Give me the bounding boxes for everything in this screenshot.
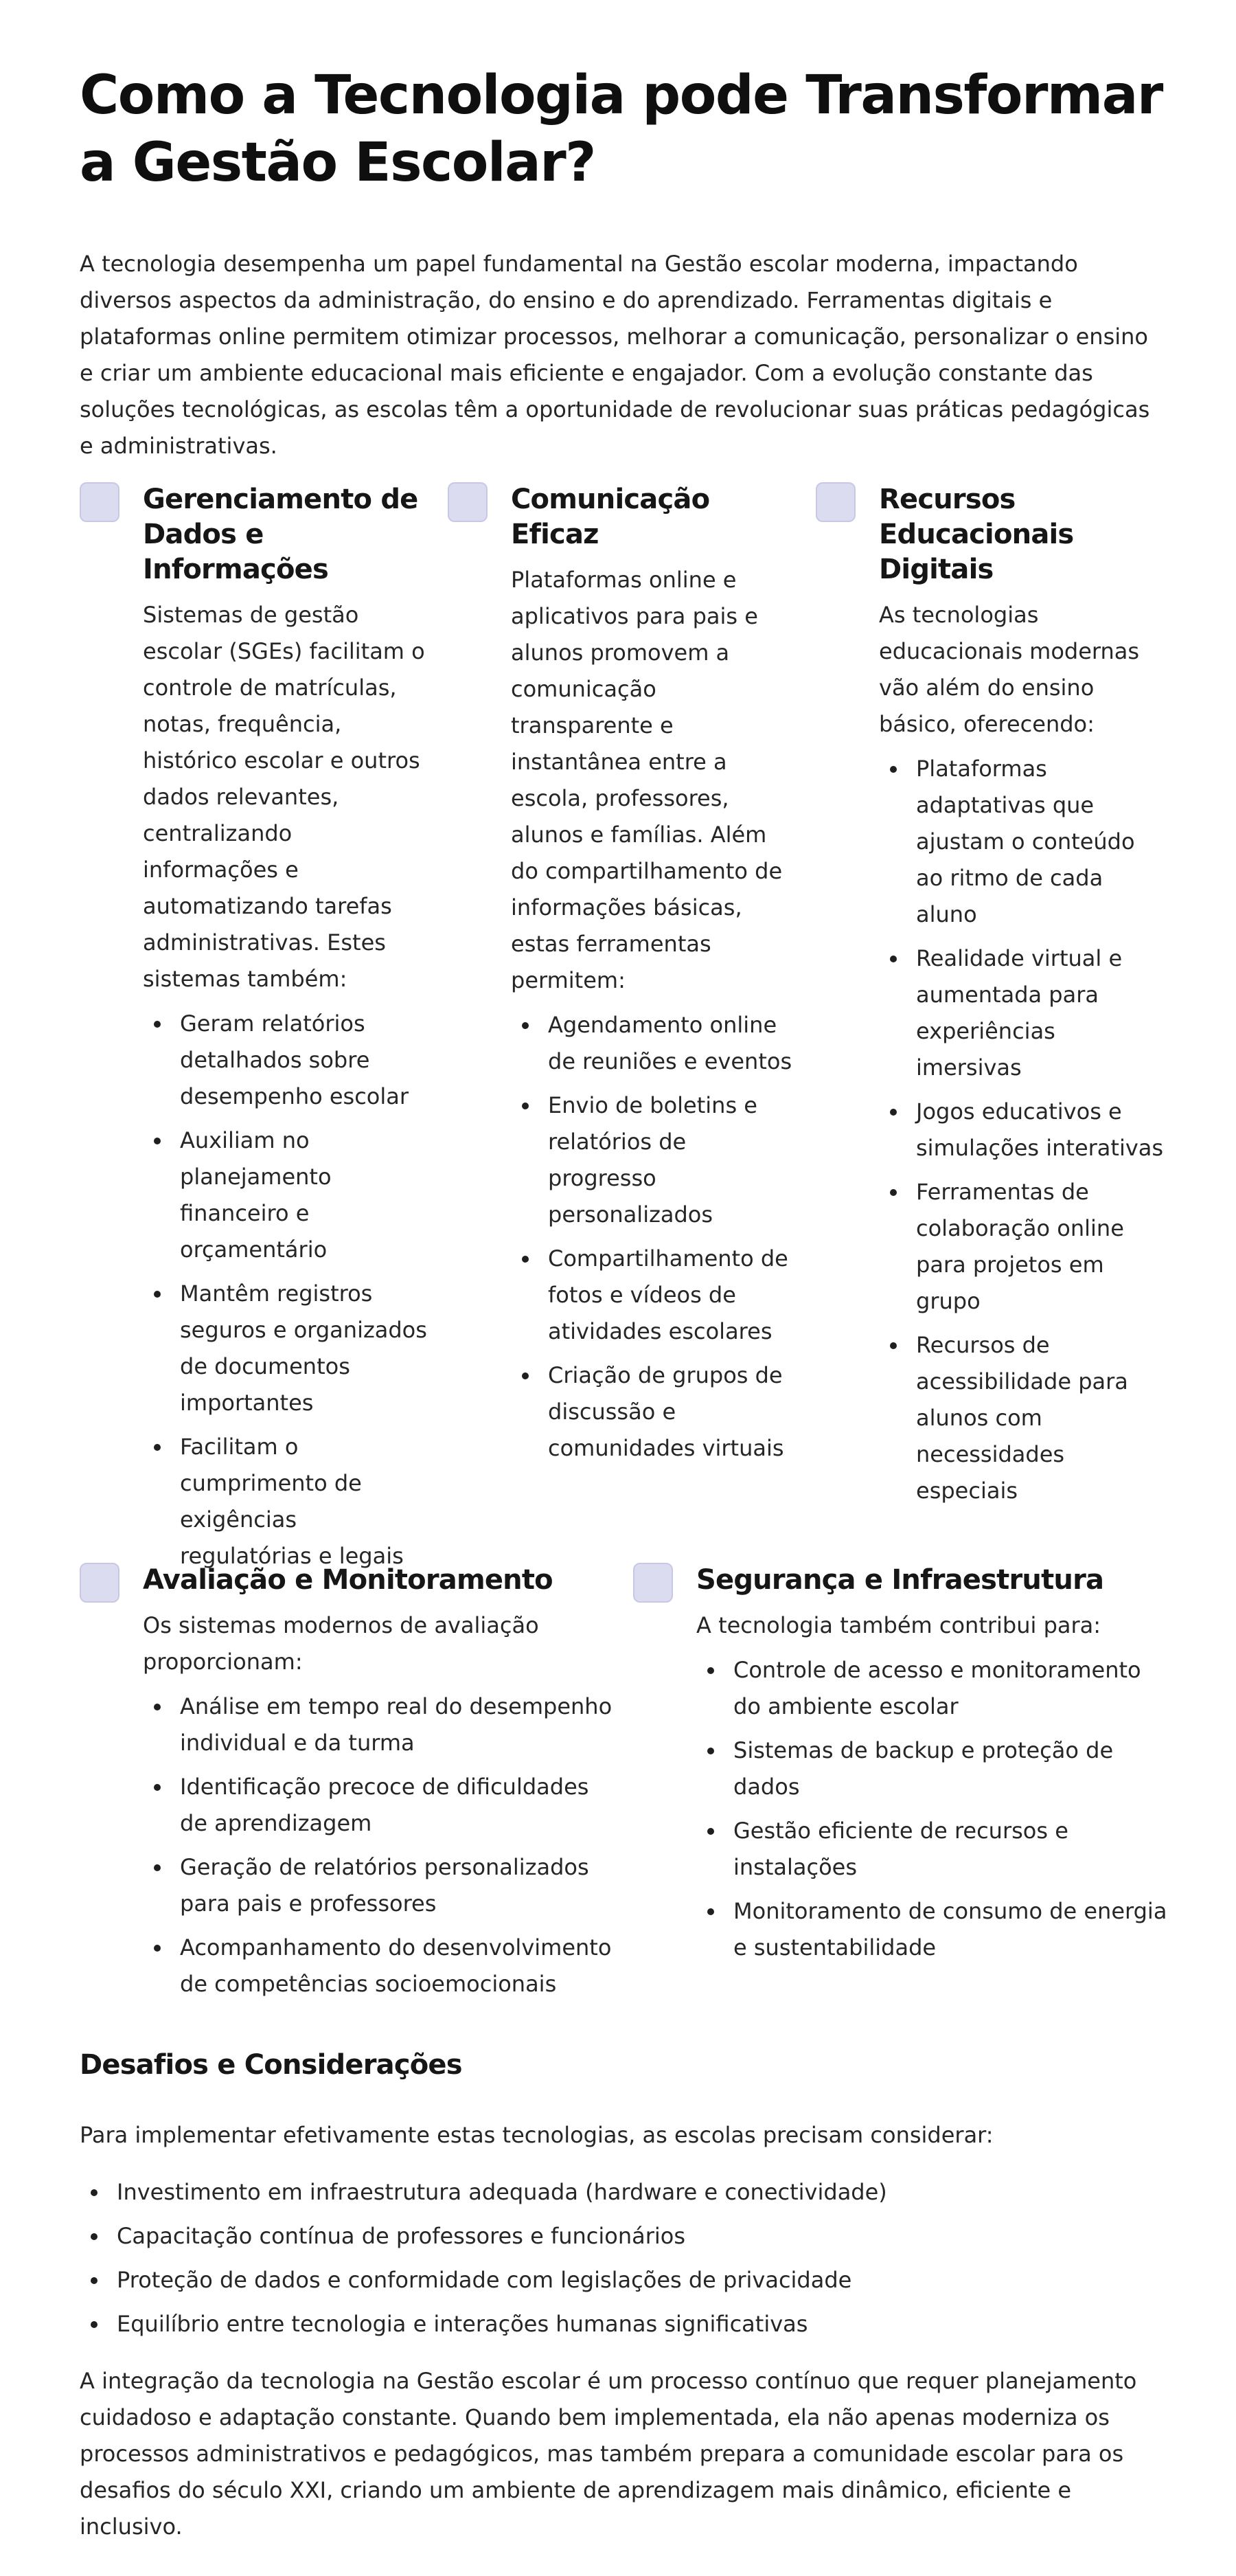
feature-description: A tecnologia também contribui para: [696, 1612, 1101, 1638]
list-item: Controle de acesso e monitoramento do ambiente escolar [696, 1652, 1169, 1725]
feature-description: Os sistemas modernos de avaliação proporcionam: [143, 1612, 539, 1675]
list-item: Realidade virtual e aumentada para experiências imersivas [879, 940, 1166, 1086]
feature-title: Avaliação e Monitoramento [143, 1564, 553, 1596]
list-item: Investimento em infraestrutura adequada (hardware e conectividade) [80, 2174, 1156, 2211]
feature-list [511, 1007, 798, 1467]
feature-title: Comunicação Eficaz [511, 484, 710, 550]
list-item: Proteção de dados e conformidade com legislações de privacidade [80, 2262, 1156, 2298]
list-item: Sistemas de backup e proteção de dados [696, 1732, 1169, 1805]
list-item: Plataformas adaptativas que ajustam o conteúdo ao ritmo de cada aluno [879, 751, 1166, 933]
list-item: Facilitam o cumprimento de exigências regulatórias e legais [143, 1429, 430, 1574]
list-item: Recursos de acessibilidade para alunos com necessidades especiais [879, 1327, 1166, 1509]
list-item: Compartilhamento de fotos e vídeos de atividades escolares [511, 1241, 798, 1350]
feature-title: Segurança e Infraestrutura [696, 1564, 1104, 1596]
list-item: Acompanhamento do desenvolvimento de competências socioemocionais [143, 1930, 615, 2002]
feature-digital-resources [816, 482, 1166, 1509]
feature-list [696, 1652, 1169, 1966]
list-item: Jogos educativos e simulações interativas [879, 1094, 1166, 1166]
feature-title: Gerenciamento de Dados e Informações [143, 484, 418, 585]
feature-assessment [80, 1563, 615, 2002]
list-item: Capacitação contínua de professores e funcionários [80, 2218, 1156, 2255]
list-item: Geram relatórios detalhados sobre desempenho escolar [143, 1006, 430, 1115]
square-icon [80, 1563, 119, 1603]
feature-title: Recursos Educacionais Digitais [879, 484, 1074, 585]
page-title: Como a Tecnologia pode Transformar a Gestão Escolar? [80, 65, 1163, 194]
challenges-section [80, 2047, 1156, 2545]
list-item: Geração de relatórios personalizados para pais e professores [143, 1849, 615, 1922]
feature-communication [448, 482, 798, 1467]
list-item: Auxiliam no planejamento financeiro e orçamentário [143, 1122, 430, 1268]
list-item: Mantêm registros seguros e organizados de documentos importantes [143, 1276, 430, 1421]
list-item: Equilíbrio entre tecnologia e interações humanas significativas [80, 2306, 1156, 2342]
feature-description: As tecnologias educacionais modernas vão além do ensino básico, oferecendo: [879, 602, 1140, 737]
list-item: Agendamento online de reuniões e eventos [511, 1007, 798, 1080]
intro-paragraph: A tecnologia desempenha um papel fundamental na Gestão escolar moderna, impactando diversos aspectos da administração, do ensino e do aprendizado. Ferramentas digitais e plataformas online permitem otimizar processos, melhorar a comunicação, personalizar o ensino e criar um ambiente educacional mais eficiente e engajador. Com a evolução constante das soluções tecnológicas, as escolas têm a oportunidade de revolucionar suas práticas pedagógicas e administrativas. [80, 251, 1150, 459]
closing-paragraph: A integração da tecnologia na Gestão escolar é um processo contínuo que requer planejamento cuidadoso e adaptação constante. Quando bem implementada, ela não apenas moderniza os processos administrativos e pedagógicos, mas também prepara a comunidade escolar para os desafios do século XXI, criando um ambiente de aprendizagem mais dinâmico, eficiente e inclusivo. [80, 2368, 1137, 2540]
list-item: Identificação precoce de dificuldades de aprendizagem [143, 1769, 615, 1842]
feature-description: Sistemas de gestão escolar (SGEs) facilitam o controle de matrículas, notas, frequência, histórico escolar e outros dados relevantes, centralizando informações e automatizando tarefas administrativas. Estes sistemas também: [143, 602, 425, 992]
list-item: Monitoramento de consumo de energia e sustentabilidade [696, 1893, 1169, 1966]
feature-list [143, 1006, 430, 1574]
section-title: Desafios e Considerações [80, 2049, 462, 2081]
list-item: Análise em tempo real do desempenho individual e da turma [143, 1688, 615, 1761]
square-icon [633, 1563, 673, 1603]
square-icon [448, 482, 488, 522]
list-item: Ferramentas de colaboração online para projetos em grupo [879, 1174, 1166, 1320]
feature-description: Plataformas online e aplicativos para pais e alunos promovem a comunicação transparente e instantânea entre a escola, professores, alunos e famílias. Além do compartilhamento de informações básicas, estas ferramentas permitem: [511, 567, 783, 993]
feature-data-management [80, 482, 430, 1574]
square-icon [80, 482, 119, 522]
challenges-list [80, 2174, 1156, 2342]
section-lead: Para implementar efetivamente estas tecnologias, as escolas precisam considerar: [80, 2122, 994, 2148]
list-item: Envio de boletins e relatórios de progresso personalizados [511, 1087, 798, 1233]
feature-list [143, 1688, 615, 2002]
list-item: Criação de grupos de discussão e comunidades virtuais [511, 1357, 798, 1467]
feature-list [879, 751, 1166, 1509]
list-item: Gestão eficiente de recursos e instalações [696, 1813, 1169, 1886]
square-icon [816, 482, 856, 522]
feature-security [633, 1563, 1169, 1966]
